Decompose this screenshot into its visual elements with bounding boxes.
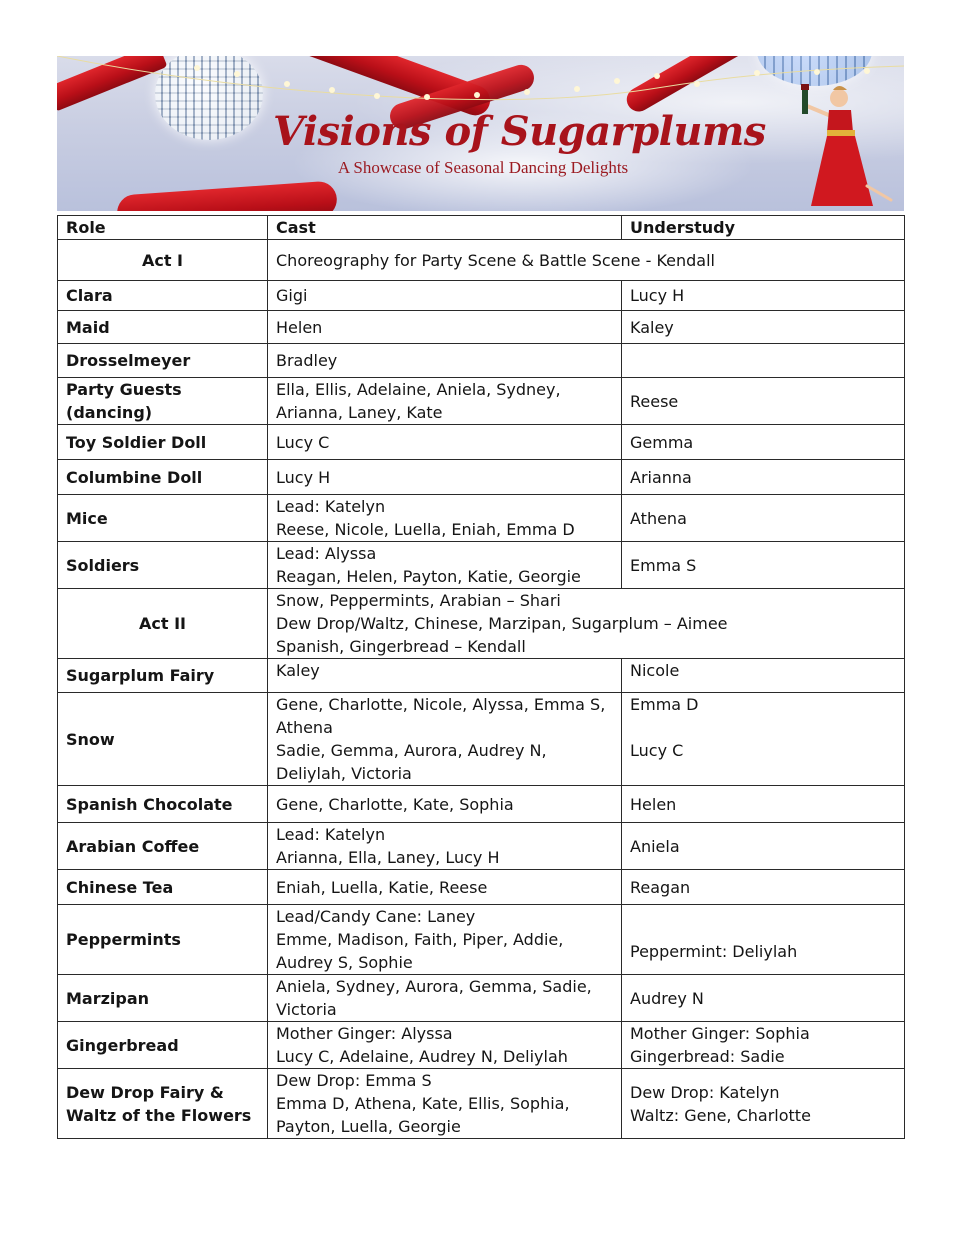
act-choreography-note: Choreography for Party Scene & Battle Scene - Kendall — [268, 240, 905, 281]
cast-line: Gene, Charlotte, Nicole, Alyssa, Emma S, — [276, 695, 606, 714]
act-header-row — [58, 240, 905, 281]
cast-line: Lead: Alyssa — [276, 544, 377, 563]
table-row — [58, 460, 905, 495]
cast-line: Lead: Katelyn — [276, 497, 386, 516]
cast-line: Arianna, Laney, Kate — [276, 403, 443, 422]
understudy-cell: Lucy H — [622, 281, 905, 311]
role-cell: Peppermints — [58, 905, 268, 975]
understudy-cell: Reagan — [622, 870, 905, 905]
cast-line: Aniela, Sydney, Aurora, Gemma, Sadie, — [276, 977, 592, 996]
understudy-cell: Kaley — [622, 311, 905, 344]
table-row — [58, 870, 905, 905]
role-cell: Drosselmeyer — [58, 344, 268, 378]
cast-line: Reagan, Helen, Payton, Katie, Georgie — [276, 567, 581, 586]
column-header-role: Role — [58, 216, 268, 240]
role-cell: Marzipan — [58, 975, 268, 1022]
role-cell: Sugarplum Fairy — [58, 659, 268, 693]
cast-cell — [268, 823, 622, 870]
table-row — [58, 425, 905, 460]
table-row — [58, 693, 905, 786]
understudy-cell — [622, 1069, 905, 1139]
understudy-cell: Arianna — [622, 460, 905, 495]
cast-line: Victoria — [276, 1000, 337, 1019]
table-row — [58, 1022, 905, 1069]
role-cell: Maid — [58, 311, 268, 344]
understudy-cell: Peppermint: Deliylah — [622, 905, 905, 975]
role-cell: Clara — [58, 281, 268, 311]
cast-cell — [268, 905, 622, 975]
cast-cell — [268, 693, 622, 786]
act-choreography-note — [268, 589, 905, 659]
cast-line: Sadie, Gemma, Aurora, Audrey N, — [276, 741, 547, 760]
table-row — [58, 659, 905, 693]
choreography-line: Snow, Peppermints, Arabian – Shari — [276, 591, 561, 610]
role-cell: Party Guests (dancing) — [58, 378, 268, 425]
role-cell: Columbine Doll — [58, 460, 268, 495]
cast-line: Emma D, Athena, Kate, Ellis, Sophia, — [276, 1094, 570, 1113]
role-line: Waltz of the Flowers — [66, 1105, 252, 1125]
column-header-understudy: Understudy — [622, 216, 905, 240]
role-cell: Snow — [58, 693, 268, 786]
understudy-cell: Helen — [622, 786, 905, 823]
role-line: Dew Drop Fairy & — [66, 1082, 224, 1102]
understudy-cell — [622, 1022, 905, 1069]
table-row — [58, 311, 905, 344]
cast-cell — [268, 1022, 622, 1069]
header-banner — [57, 56, 904, 211]
understudy-cell: Aniela — [622, 823, 905, 870]
cast-cell: Kaley — [268, 659, 622, 693]
cast-cell — [268, 542, 622, 589]
understudy-line: Mother Ginger: Sophia — [630, 1024, 810, 1043]
cast-line: Arianna, Ella, Laney, Lucy H — [276, 848, 500, 867]
cast-cell — [268, 378, 622, 425]
act-label: Act II — [58, 589, 268, 659]
cast-line: Dew Drop: Emma S — [276, 1071, 432, 1090]
role-cell: Gingerbread — [58, 1022, 268, 1069]
table-row — [58, 786, 905, 823]
understudy-line: Emma D — [630, 695, 699, 714]
cast-line: Deliylah, Victoria — [276, 764, 412, 783]
table-row — [58, 1069, 905, 1139]
cast-cell: Bradley — [268, 344, 622, 378]
role-cell: Soldiers — [58, 542, 268, 589]
table-row — [58, 975, 905, 1022]
table-row — [58, 823, 905, 870]
table-row — [58, 542, 905, 589]
understudy-cell: Gemma — [622, 425, 905, 460]
cast-line: Ella, Ellis, Adelaine, Aniela, Sydney, — [276, 380, 561, 399]
banner-title: Visions of Sugarplums — [273, 108, 766, 155]
table-header-row — [58, 216, 905, 240]
cast-line: Mother Ginger: Alyssa — [276, 1024, 453, 1043]
cast-cell: Lucy H — [268, 460, 622, 495]
table-row — [58, 905, 905, 975]
role-cell: Arabian Coffee — [58, 823, 268, 870]
act-label: Act I — [58, 240, 268, 281]
role-cell: Chinese Tea — [58, 870, 268, 905]
choreography-line: Dew Drop/Waltz, Chinese, Marzipan, Sugarplum – Aimee — [276, 614, 728, 633]
cast-line: Athena — [276, 718, 333, 737]
cast-line: Audrey S, Sophie — [276, 953, 413, 972]
cast-cell: Gene, Charlotte, Kate, Sophia — [268, 786, 622, 823]
table-row — [58, 344, 905, 378]
banner-subtitle: A Showcase of Seasonal Dancing Delights — [337, 158, 629, 177]
understudy-line: Gingerbread: Sadie — [630, 1047, 785, 1066]
cast-list-table — [57, 215, 905, 1139]
choreography-line: Spanish, Gingerbread – Kendall — [276, 637, 526, 656]
understudy-line: Waltz: Gene, Charlotte — [630, 1105, 811, 1125]
understudy-cell — [622, 344, 905, 378]
table-row — [58, 378, 905, 425]
role-cell: Spanish Chocolate — [58, 786, 268, 823]
understudy-line: Lucy C — [630, 741, 684, 760]
cast-cell — [268, 975, 622, 1022]
cast-line: Reese, Nicole, Luella, Eniah, Emma D — [276, 520, 575, 539]
cast-line: Payton, Luella, Georgie — [276, 1117, 461, 1136]
cast-line: Lucy C, Adelaine, Audrey N, Deliylah — [276, 1047, 568, 1066]
cast-cell — [268, 495, 622, 542]
cast-line: Lead: Katelyn — [276, 825, 386, 844]
understudy-cell: Audrey N — [622, 975, 905, 1022]
table-row — [58, 495, 905, 542]
dancer-illustration-icon — [787, 76, 897, 211]
table-row — [58, 281, 905, 311]
cast-line: Emme, Madison, Faith, Piper, Addie, — [276, 930, 564, 949]
cast-line: Lead/Candy Cane: Laney — [276, 907, 476, 926]
cast-cell: Gigi — [268, 281, 622, 311]
cast-cell — [268, 1069, 622, 1139]
understudy-line: Dew Drop: Katelyn — [630, 1082, 780, 1102]
column-header-cast: Cast — [268, 216, 622, 240]
role-cell: Mice — [58, 495, 268, 542]
cast-cell: Lucy C — [268, 425, 622, 460]
cast-cell: Helen — [268, 311, 622, 344]
understudy-cell: Nicole — [622, 659, 905, 693]
cast-cell: Eniah, Luella, Katie, Reese — [268, 870, 622, 905]
understudy-cell — [622, 693, 905, 786]
role-cell: Toy Soldier Doll — [58, 425, 268, 460]
role-cell — [58, 1069, 268, 1139]
understudy-cell: Reese — [622, 378, 905, 425]
understudy-cell: Emma S — [622, 542, 905, 589]
understudy-cell: Athena — [622, 495, 905, 542]
act-header-row — [58, 589, 905, 659]
